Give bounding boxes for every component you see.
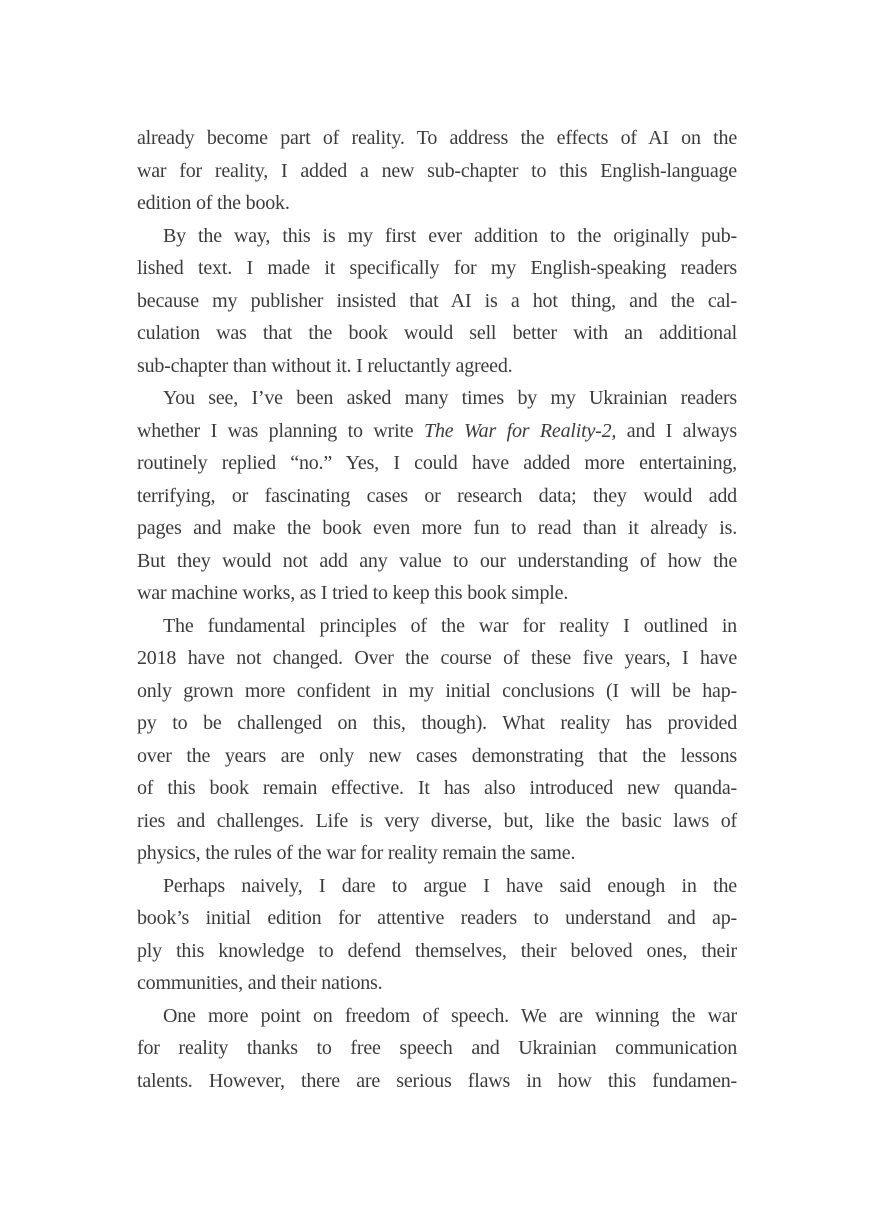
- text-line: The fundamental principles of the war for reality I outlined in: [163, 614, 737, 637]
- text-line: sub-chapter than without it. I reluctantly agreed.: [137, 354, 513, 377]
- paragraph: [137, 122, 737, 220]
- text-line: because my publisher insisted that AI is a hot thing, and the cal-: [137, 289, 737, 312]
- text-line: talents. However, there are serious flaws in how this fundamen-: [137, 1069, 737, 1092]
- text-line: You see, I’ve been asked many times by my Ukrainian readers: [163, 387, 737, 409]
- text-line: of this book remain effective. It has also introduced new quanda-: [137, 777, 737, 799]
- text-line: over the years are only new cases demonstrating that the lessons: [137, 744, 737, 767]
- text-line: for reality thanks to free speech and Ukrainian communication: [137, 1037, 737, 1059]
- text-line: ply this knowledge to defend themselves, their beloved ones, their: [137, 939, 737, 962]
- text-line: pages and make the book even more fun to read than it already is.: [137, 517, 737, 539]
- paragraph: [137, 220, 737, 383]
- text-line: whether I was planning to write The War for Reality-2, and I always: [137, 419, 738, 442]
- text-line: already become part of reality. To address the effects of AI on the: [137, 127, 737, 149]
- text-line: book’s initial edition for attentive readers to understand and ap-: [137, 907, 737, 929]
- text-line: lished text. I made it specifically for my English-speaking readers: [137, 257, 737, 279]
- paragraph: [137, 1000, 737, 1098]
- page-text: [137, 122, 737, 1097]
- text-line: Perhaps naively, I dare to argue I have said enough in the: [163, 874, 737, 897]
- text-line: By the way, this is my first ever addition to the originally pub-: [163, 224, 737, 247]
- paragraph: [137, 870, 737, 1000]
- text-line: war machine works, as I tried to keep this book simple.: [137, 582, 569, 604]
- paragraph: [137, 382, 737, 610]
- text-line: only grown more confident in my initial conclusions (I will be hap-: [137, 679, 737, 702]
- paragraph: [137, 610, 737, 870]
- italic-book-title: The War for Reality-2,: [424, 419, 617, 442]
- text-line: edition of the book.: [137, 192, 290, 214]
- text-line: 2018 have not changed. Over the course of these five years, I have: [137, 647, 737, 669]
- text-line: But they would not add any value to our understanding of how the: [137, 549, 737, 572]
- text-line: culation was that the book would sell better with an additional: [137, 322, 737, 344]
- text-line: routinely replied “no.” Yes, I could have added more entertaining,: [137, 452, 737, 474]
- text-line: py to be challenged on this, though). What reality has provided: [137, 712, 737, 734]
- text-line: ries and challenges. Life is very diverse, but, like the basic laws of: [137, 809, 737, 832]
- text-line: One more point on freedom of speech. We are winning the war: [163, 1004, 737, 1027]
- text-line: war for reality, I added a new sub-chapter to this English-language: [137, 159, 737, 182]
- text-line: physics, the rules of the war for reality remain the same.: [137, 842, 576, 864]
- text-line: communities, and their nations.: [137, 972, 383, 994]
- text-line: terrifying, or fascinating cases or research data; they would add: [137, 484, 737, 507]
